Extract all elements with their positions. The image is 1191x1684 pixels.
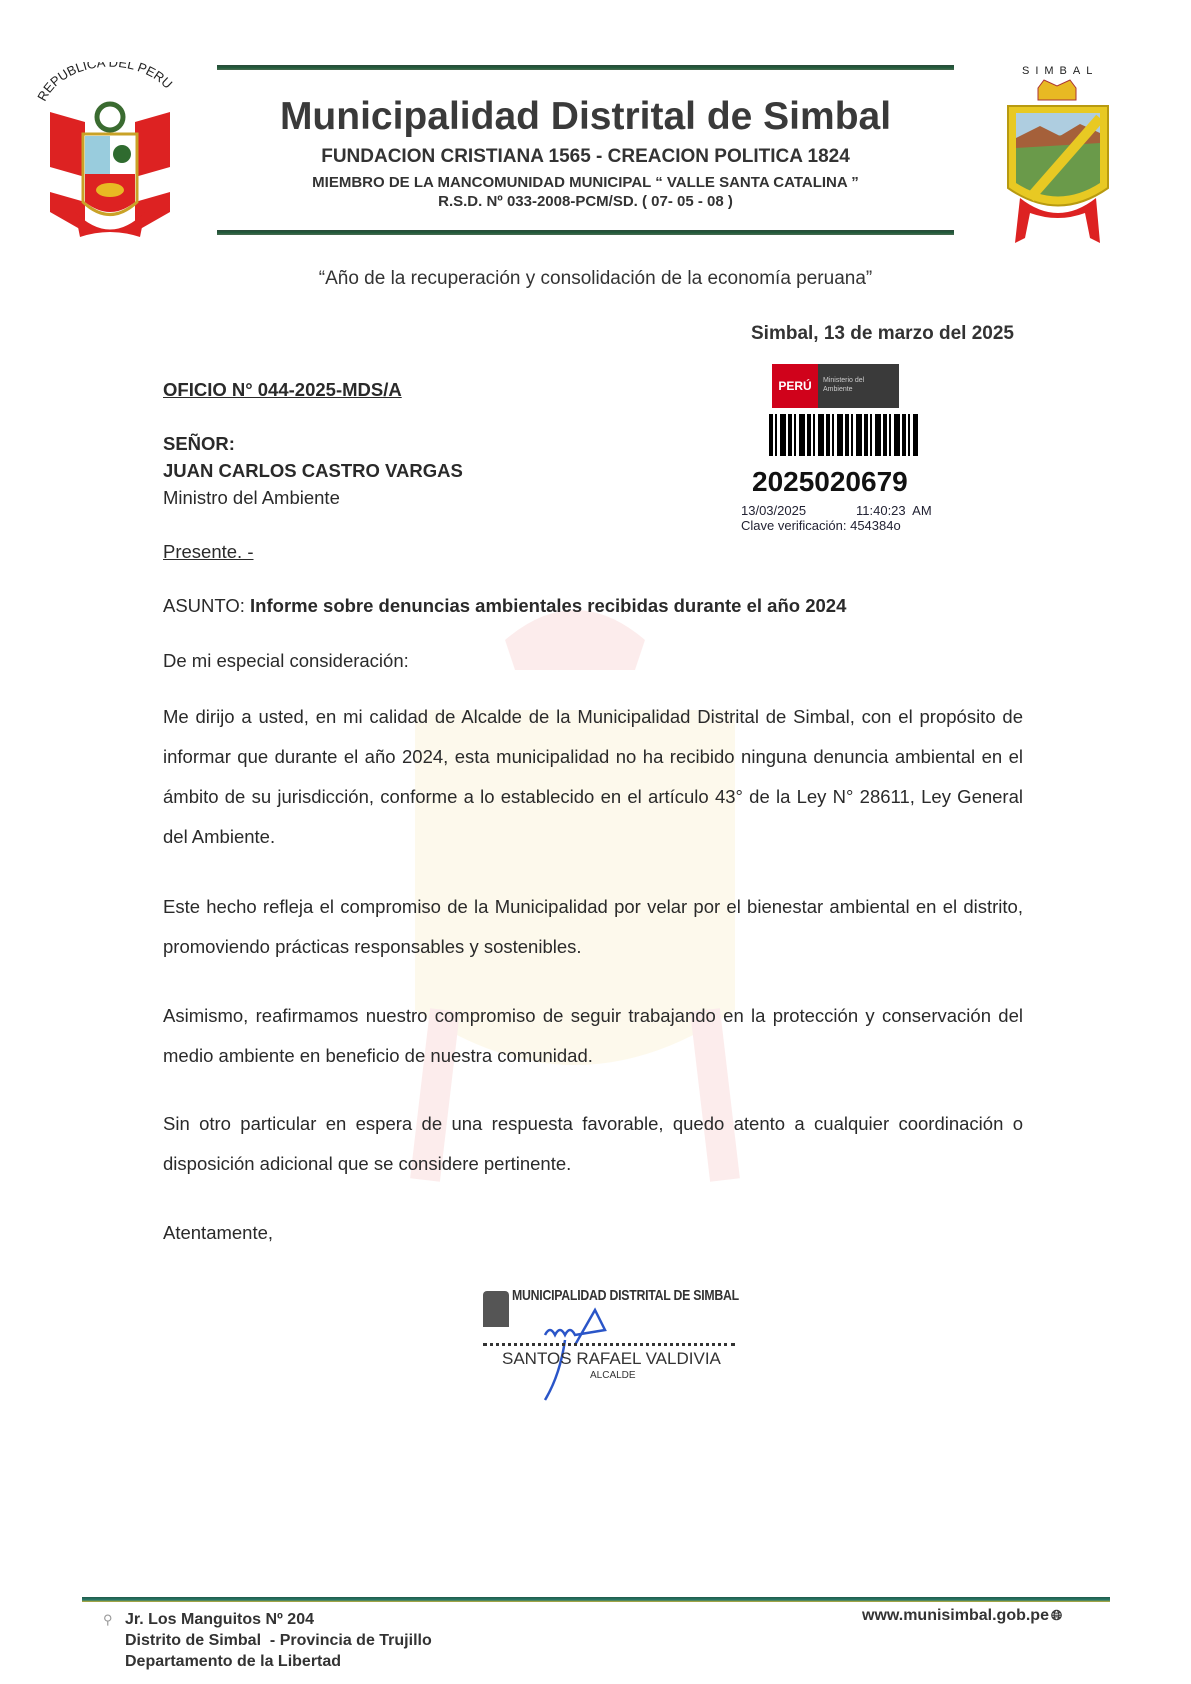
reception-stamp <box>738 362 958 542</box>
subject-text: Informe sobre denuncias ambientales recibidas durante el año 2024 <box>250 595 847 616</box>
paragraph-3: Asimismo, reafirmamos nuestro compromiso de seguir trabajando en la protección y conservación del medio ambiente en beneficio de nuestra comunidad. <box>163 1005 1023 1066</box>
signatory-name: SANTOS RAFAEL VALDIVIA <box>502 1349 721 1368</box>
ministry-label: Ministerio del Ambiente <box>818 364 899 408</box>
recipient-name: JUAN CARLOS CASTRO VARGAS <box>163 460 463 481</box>
closing: Atentamente, <box>163 1222 274 1243</box>
registry-number: 2025020679 <box>752 466 908 497</box>
signatory-role: ALCALDE <box>590 1370 636 1381</box>
subject-label: ASUNTO: <box>163 595 251 616</box>
barcode <box>769 414 918 456</box>
paragraph-1: Me dirijo a usted, en mi calidad de Alcalde de la Municipalidad Distrital de Simbal, con el propósito de informar que durante el año 2024, esta municipalidad no ha recibido ninguna denuncia ambiental en el ámbito de su jurisdicción, conforme a lo establecido en el artículo 43° de la Ley N° 28611, Ley General del Ambiente. <box>163 706 1023 847</box>
header-top-rule <box>217 65 954 70</box>
oficio-reference: OFICIO N° 044-2025-MDS/A <box>163 379 402 400</box>
peru-label: PERÚ <box>772 364 818 408</box>
address-line-1: Jr. Los Manguitos Nº 204 <box>125 1611 314 1628</box>
greeting: De mi especial consideración: <box>163 650 409 671</box>
address-line-2: Distrito de Simbal - Provincia de Trujillo <box>125 1632 432 1649</box>
year-motto: “Año de la recuperación y consolidación de la economía peruana” <box>318 268 873 289</box>
resolution-subtitle: R.S.D. Nº 033-2008-PCM/SD. ( 07- 05 - 08 ) <box>438 193 733 210</box>
globe-icon: 🌐︎ <box>1050 1607 1063 1623</box>
mancomunidad-subtitle: MIEMBRO DE LA MANCOMUNIDAD MUNICIPAL “ VALLE SANTA CATALINA ” <box>312 174 859 191</box>
peru-coat-of-arms-logo <box>35 62 185 242</box>
svg-text:SIMBAL: SIMBAL <box>1022 65 1099 77</box>
website-text[interactable]: www.munisimbal.gob.pe <box>862 1607 1049 1624</box>
footer-rule <box>82 1597 1110 1602</box>
date-line: Simbal, 13 de marzo del 2025 <box>751 323 1014 344</box>
stamp-time: 11:40:23 AM <box>856 503 932 518</box>
address-line-3: Departamento de la Libertad <box>125 1653 342 1670</box>
salutation: SEÑOR: <box>163 433 235 454</box>
seal-icon <box>483 1291 509 1327</box>
website-link[interactable] <box>862 1605 1062 1626</box>
stamp-date: 13/03/2025 <box>741 503 807 518</box>
verification-code: Clave verificación: 454384o <box>741 518 901 533</box>
dotted-line <box>483 1343 735 1346</box>
municipality-title: Municipalidad Distrital de Simbal <box>279 95 892 138</box>
foundation-subtitle: FUNDACION CRISTIANA 1565 - CREACION POLITICA 1824 <box>321 146 850 167</box>
paragraph-2: Este hecho refleja el compromiso de la Municipalidad por velar por el bienestar ambiental en el distrito, promoviendo prácticas responsables y sostenibles. <box>163 896 1023 957</box>
svg-text:REPUBLICA DEL PERU: REPUBLICA DEL PERU <box>35 62 176 104</box>
seal-text: MUNICIPALIDAD DISTRITAL DE SIMBAL <box>512 1287 739 1304</box>
subject-line <box>163 595 846 617</box>
presente: Presente. - <box>163 541 254 562</box>
footer-address <box>125 1609 432 1672</box>
simbal-shield-logo <box>1000 58 1115 258</box>
location-pin-icon: ⚲ <box>103 1612 113 1627</box>
paragraph-4: Sin otro particular en espera de una respuesta favorable, quedo atento a cualquier coordinación o disposición adicional que se considere pertinente. <box>163 1113 1023 1174</box>
signature-block <box>480 1283 760 1393</box>
recipient-title: Ministro del Ambiente <box>163 487 340 508</box>
ministry-logo <box>772 364 899 408</box>
header-bottom-rule <box>217 230 954 235</box>
